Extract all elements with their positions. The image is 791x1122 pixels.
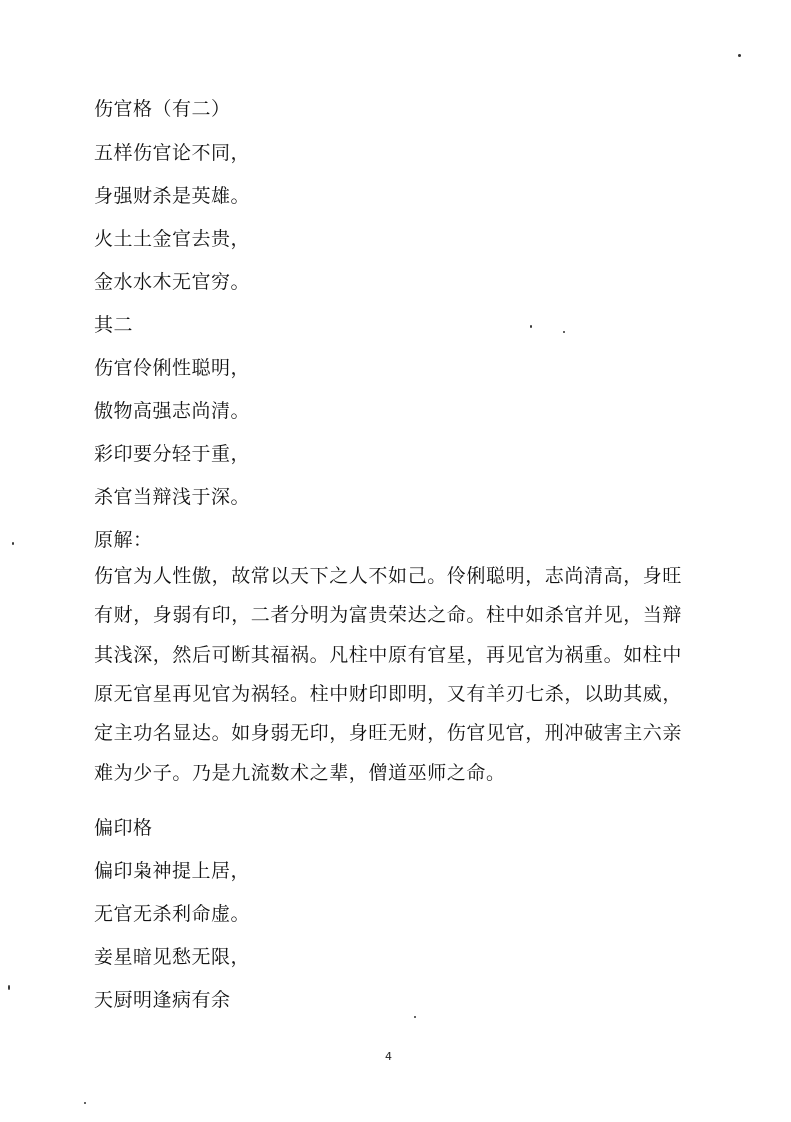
section-heading-shangguan: 伤官格（有二） — [94, 98, 231, 120]
section-heading-qier: 其二 — [94, 314, 134, 336]
verse-line: 五样伤官论不同， — [94, 142, 251, 164]
commentary-line: 难为少子。乃是九流数术之辈，僧道巫师之命。 — [94, 762, 506, 784]
verse-line: 偏印枭神提上居， — [94, 860, 251, 882]
verse-line: 身强财杀是英雄。 — [94, 185, 251, 207]
scan-speck — [12, 542, 14, 545]
scan-speck — [414, 1016, 416, 1018]
commentary-line: 伤官为人性傲，故常以天下之人不如己。伶俐聪明，志尚清高，身旺 — [94, 565, 683, 587]
section-heading-pianyin: 偏印格 — [94, 817, 153, 839]
verse-line: 傲物高强志尚清。 — [94, 400, 251, 422]
commentary-line: 定主功名显达。如身弱无印，身旺无财，伤官见官，刑冲破害主六亲 — [94, 722, 683, 744]
commentary-line: 其浅深，然后可断其福祸。凡柱中原有官星，再见官为祸重。如柱中 — [94, 644, 683, 666]
scan-speck — [530, 325, 532, 328]
verse-line: 金水水木无官穷。 — [94, 271, 251, 293]
scan-speck — [738, 54, 741, 57]
page-number: 4 — [385, 1050, 392, 1063]
verse-line: 妾星暗见愁无限， — [94, 946, 251, 968]
scan-speck — [8, 985, 10, 990]
verse-line: 杀官当辩浅于深。 — [94, 486, 251, 508]
verse-line: 彩印要分轻于重， — [94, 443, 251, 465]
commentary-heading: 原解： — [94, 529, 153, 551]
commentary-line: 原无官星再见官为祸轻。柱中财印即明，又有羊刃七杀，以助其威， — [94, 683, 683, 705]
commentary-line: 有财，身弱有印，二者分明为富贵荣达之命。柱中如杀官并见，当辩 — [94, 604, 683, 626]
scan-speck — [563, 331, 565, 333]
scan-speck — [84, 1102, 86, 1104]
verse-line: 无官无杀利命虚。 — [94, 903, 251, 925]
verse-line: 天厨明逢病有余 — [94, 989, 231, 1011]
verse-line: 火土土金官去贵， — [94, 228, 251, 250]
verse-line: 伤官伶俐性聪明， — [94, 357, 251, 379]
